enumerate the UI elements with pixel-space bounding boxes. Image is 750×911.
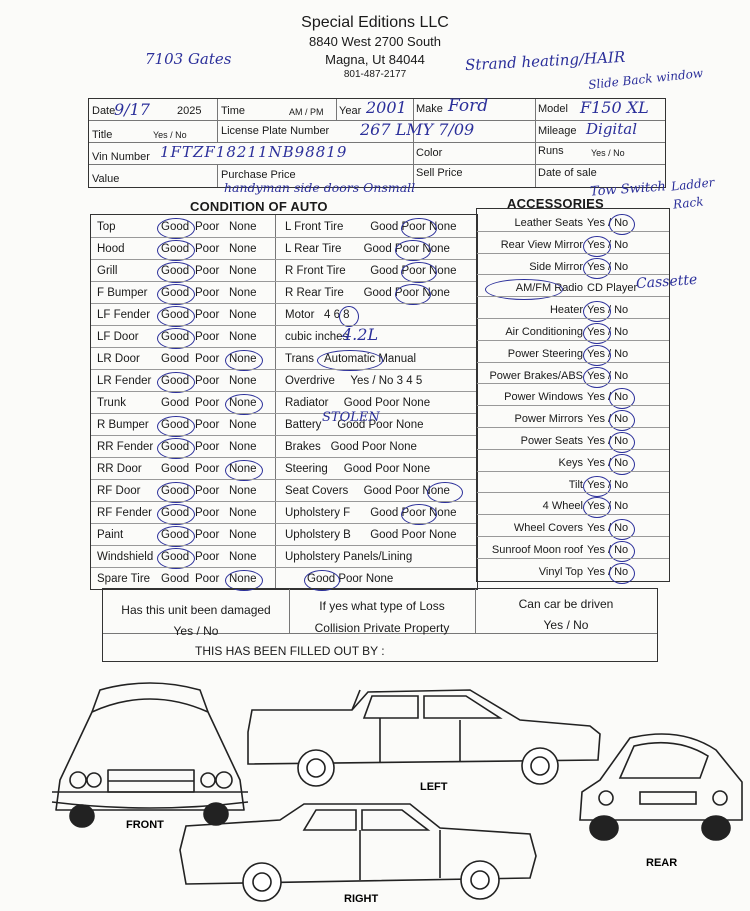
right-car-drawing <box>180 804 536 901</box>
runs-yesno: Yes / No <box>591 148 625 158</box>
value-label: Value <box>92 173 120 185</box>
make-value: Ford <box>448 96 489 116</box>
purchase-price-label: Purchase Price <box>221 169 296 181</box>
condition-option-good[interactable]: Good <box>161 397 190 409</box>
battery-note: STOLEN <box>322 410 380 425</box>
condition-option-poor[interactable]: Poor <box>195 397 220 409</box>
accessory-mark <box>609 214 635 235</box>
condition-label-2: R Front Tire <box>285 265 346 277</box>
accessory-mark <box>583 258 611 279</box>
condition-label-2: Radiator <box>285 397 329 409</box>
model-label: Model <box>538 103 568 115</box>
condition-option-poor[interactable]: Poor <box>195 375 220 387</box>
company-address-2: Magna, Ut 84044 <box>325 52 425 67</box>
cubic-inches-note: 4.2L <box>342 325 379 344</box>
condition-label: LF Fender <box>97 309 151 321</box>
condition-options-2[interactable]: 4 6 8 <box>324 309 350 321</box>
condition-mark-2 <box>395 284 431 305</box>
vin-value: 1FTZF18211NB98819 <box>160 143 348 161</box>
condition-option-poor[interactable]: Poor <box>195 529 220 541</box>
vin-label: Vin Number <box>92 151 150 163</box>
left-car-drawing <box>248 690 600 786</box>
condition-options-2[interactable]: Automatic Manual <box>324 353 417 365</box>
accessory-options[interactable]: Yes / No <box>587 565 629 578</box>
condition-label: Grill <box>97 265 118 277</box>
accessory-options[interactable]: Yes / No <box>587 369 629 382</box>
accessory-mark <box>583 367 611 388</box>
plate-label: License Plate Number <box>221 125 330 137</box>
condition-label-2: L Rear Tire <box>285 243 342 255</box>
condition-option-good[interactable]: Good <box>161 287 190 299</box>
company-name: Special Editions LLC <box>301 14 449 31</box>
accessory-label: Heater <box>549 304 583 317</box>
accessory-mark <box>609 410 635 431</box>
condition-option-good[interactable]: Good <box>161 507 190 519</box>
accessory-options[interactable]: Yes / No <box>587 413 629 426</box>
condition-label-2: Upholstery F <box>285 507 351 519</box>
condition-label: LR Fender <box>97 375 152 387</box>
condition-mark-2 <box>427 482 463 503</box>
note-gates: 7103 Gates <box>145 50 232 68</box>
condition-label-2: Overdrive <box>285 375 335 387</box>
accessory-label: Keys <box>558 456 583 469</box>
condition-option-none[interactable]: None <box>229 419 257 431</box>
ladder-rack-note: Ladder Rack <box>670 175 716 212</box>
accessory-mark <box>609 563 635 584</box>
condition-mark <box>157 416 195 437</box>
rear-car-drawing <box>580 734 742 840</box>
company-phone: 801-487-2177 <box>343 69 407 80</box>
condition-option-none[interactable]: None <box>229 397 257 409</box>
condition-label-2: L Front Tire <box>285 221 344 233</box>
accessory-options[interactable]: Yes / No <box>587 522 629 535</box>
condition-options-2[interactable]: Good Poor None <box>363 485 450 497</box>
condition-mark-2 <box>339 306 359 327</box>
condition-label: Paint <box>97 529 124 541</box>
condition-options-2[interactable]: Good Poor None <box>363 243 450 255</box>
condition-option-none[interactable]: None <box>229 243 257 255</box>
accessories-title: ACCESSORIES <box>507 196 604 211</box>
can-drive-question: Can car be driven <box>518 597 614 611</box>
year-label: Year <box>339 105 362 117</box>
accessory-label: Power Windows <box>504 391 583 404</box>
condition-option-none[interactable]: None <box>229 265 257 277</box>
accessory-mark <box>583 476 611 497</box>
condition-option-good[interactable]: Good <box>161 331 190 343</box>
condition-options-2[interactable]: Good Poor None <box>337 419 424 431</box>
condition-mark <box>157 328 195 349</box>
condition-mark <box>157 284 195 305</box>
condition-option-good[interactable]: Good <box>161 529 190 541</box>
accessory-options[interactable]: CD Player <box>587 282 638 295</box>
rear-label: REAR <box>646 857 678 869</box>
condition-mark <box>157 262 195 283</box>
title-yesno: Yes / No <box>153 130 187 140</box>
time-label: Time <box>221 105 246 117</box>
condition-label: Windshield <box>97 551 154 563</box>
filled-out-by: THIS HAS BEEN FILLED OUT BY : <box>195 644 385 658</box>
condition-option-poor[interactable]: Poor <box>195 419 220 431</box>
condition-option-poor[interactable]: Poor <box>195 463 220 475</box>
condition-label: Trunk <box>97 397 126 409</box>
left-label: LEFT <box>420 781 448 793</box>
condition-options-2[interactable]: Good Poor None <box>343 463 431 475</box>
loss-type-options: Collision Private Property <box>314 621 450 635</box>
condition-label-2: Upholstery Panels/Lining <box>285 551 413 563</box>
accessories-grid <box>476 208 670 582</box>
condition-label: LF Door <box>97 331 139 343</box>
accessory-label: Power Brakes/ABS <box>489 369 583 382</box>
condition-mark <box>225 394 263 415</box>
right-label: RIGHT <box>344 893 379 905</box>
accessory-label: Sunroof Moon roof <box>491 544 583 556</box>
tow-switch-note: Tow Switch <box>589 179 667 200</box>
condition-option-poor[interactable]: Poor <box>195 551 220 563</box>
ampm-label: AM / PM <box>289 107 324 117</box>
condition-option-none[interactable]: None <box>229 507 257 519</box>
condition-option-poor[interactable]: Poor <box>195 243 220 255</box>
condition-options-2[interactable]: Good Poor None <box>307 573 394 585</box>
condition-option-poor[interactable]: Poor <box>195 573 220 585</box>
condition-mark-2 <box>317 350 383 371</box>
title-label: Title <box>92 129 113 141</box>
accessory-label: Side Mirror <box>529 260 583 273</box>
accessory-label: Power Steering <box>507 347 583 360</box>
condition-option-poor[interactable]: Poor <box>195 221 220 233</box>
condition-mark-2 <box>401 504 437 525</box>
front-car-drawing <box>52 683 248 827</box>
condition-option-poor[interactable]: Poor <box>195 353 220 365</box>
plate-value: 267 LMY 7/09 <box>360 120 475 139</box>
condition-label: Hood <box>97 243 125 255</box>
accessory-label: Air Conditioning <box>505 326 583 338</box>
accessory-mark <box>583 345 611 366</box>
condition-option-none[interactable]: None <box>229 221 257 233</box>
condition-option-good[interactable]: Good <box>161 309 190 321</box>
loss-type-question: If yes what type of Loss <box>319 599 445 613</box>
condition-option-good[interactable]: Good <box>161 419 190 431</box>
company-address-1: 8840 West 2700 South <box>308 34 442 49</box>
handyman-note: handyman side doors Onsmall <box>224 180 416 195</box>
condition-option-poor[interactable]: Poor <box>195 441 220 453</box>
accessory-mark <box>583 236 611 257</box>
condition-label: LR Door <box>97 353 140 365</box>
condition-options-2[interactable]: Good Poor None <box>343 397 431 409</box>
note-slide-window: Slide Back window <box>587 66 704 92</box>
accessory-mark <box>609 454 635 475</box>
accessory-label: AM/FM Radio <box>515 282 583 295</box>
accessory-mark <box>583 323 611 344</box>
condition-option-none[interactable]: None <box>229 287 257 299</box>
condition-label: RF Door <box>97 485 141 497</box>
condition-label: R Bumper <box>97 419 149 431</box>
condition-option-none[interactable]: None <box>229 331 257 343</box>
cassette-note: Cassette <box>635 271 698 293</box>
condition-label-2: R Rear Tire <box>285 287 344 299</box>
damaged-options: Yes / No <box>173 624 219 638</box>
condition-option-none[interactable]: None <box>229 485 257 497</box>
accessory-mark <box>583 301 611 322</box>
accessory-options[interactable]: Yes / No <box>587 544 629 556</box>
condition-label-2: Motor <box>285 309 315 321</box>
accessory-mark <box>609 541 635 562</box>
accessory-mark <box>609 432 635 453</box>
condition-option-good[interactable]: Good <box>161 375 190 387</box>
mileage-value: Digital <box>586 120 637 138</box>
accessory-label: Leather Seats <box>514 217 583 229</box>
condition-mark <box>157 526 195 547</box>
accessory-options[interactable]: Yes / No <box>587 260 629 273</box>
condition-option-none[interactable]: None <box>229 463 257 475</box>
accessory-label: Power Seats <box>520 435 583 447</box>
condition-options-2[interactable]: Yes / No 3 4 5 <box>350 375 423 387</box>
vehicle-damage-diagram <box>0 670 750 910</box>
condition-mark <box>157 548 195 569</box>
condition-option-good[interactable]: Good <box>161 353 190 365</box>
condition-grid <box>90 214 478 590</box>
condition-option-none[interactable]: None <box>229 375 257 387</box>
condition-options-2[interactable]: Good Poor None <box>370 221 457 233</box>
condition-option-good[interactable]: Good <box>161 221 190 233</box>
condition-mark <box>157 306 195 327</box>
condition-option-none[interactable]: None <box>229 529 257 541</box>
make-label: Make <box>416 103 443 115</box>
condition-options-2[interactable]: Good Poor None <box>370 507 457 519</box>
mileage-label: Mileage <box>538 125 577 137</box>
condition-mark <box>157 372 195 393</box>
condition-options-2[interactable]: Good Poor None <box>370 265 457 277</box>
accessory-mark <box>485 279 563 300</box>
condition-title: CONDITION OF AUTO <box>190 199 328 214</box>
accessory-options[interactable]: Yes / No <box>587 217 629 229</box>
condition-mark <box>157 504 195 525</box>
runs-label: Runs <box>538 145 564 157</box>
condition-label: RF Fender <box>97 507 152 519</box>
accessory-label: 4 Wheel <box>542 500 583 513</box>
condition-mark <box>157 438 195 459</box>
condition-options-2[interactable]: Good Poor None <box>330 441 417 453</box>
condition-label: F Bumper <box>97 287 148 299</box>
condition-mark-2 <box>401 262 437 283</box>
condition-option-poor[interactable]: Poor <box>195 265 220 277</box>
condition-mark <box>157 240 195 261</box>
condition-option-none[interactable]: None <box>229 573 257 585</box>
condition-mark <box>225 350 263 371</box>
condition-option-none[interactable]: None <box>229 441 257 453</box>
condition-option-good[interactable]: Good <box>161 463 190 475</box>
condition-mark-2 <box>401 218 437 239</box>
accessory-options[interactable]: Yes / No <box>587 500 629 513</box>
damage-box <box>102 588 658 662</box>
condition-option-good[interactable]: Good <box>161 485 190 497</box>
accessory-label: Rear View Mirror <box>500 238 583 251</box>
front-label: FRONT <box>126 819 164 831</box>
accessory-mark <box>609 388 635 409</box>
accessory-options[interactable]: Yes / No <box>587 391 629 404</box>
condition-label-2: Seat Covers <box>285 485 349 497</box>
condition-mark <box>157 482 195 503</box>
accessory-options[interactable]: Yes / No <box>587 304 629 317</box>
date-value: 9/17 <box>114 100 150 119</box>
condition-option-poor[interactable]: Poor <box>195 485 220 497</box>
condition-option-poor[interactable]: Poor <box>195 331 220 343</box>
accessory-options[interactable]: Yes / No <box>587 326 629 338</box>
damaged-question: Has this unit been damaged <box>121 603 271 617</box>
sell-price-label: Sell Price <box>416 167 463 179</box>
condition-option-poor[interactable]: Poor <box>195 309 220 321</box>
accessory-options[interactable]: Yes / No <box>587 435 629 447</box>
condition-label-2: cubic inches <box>285 331 349 343</box>
condition-mark <box>225 460 263 481</box>
condition-option-none[interactable]: None <box>229 353 257 365</box>
condition-option-good[interactable]: Good <box>161 265 190 277</box>
condition-label-2: Battery <box>285 419 322 431</box>
date-label: Date <box>92 105 116 117</box>
date-of-sale-label: Date of sale <box>538 167 597 179</box>
condition-option-good[interactable]: Good <box>161 551 190 563</box>
model-value: F150 XL <box>580 98 649 117</box>
condition-options-2[interactable]: Good Poor None <box>370 529 457 541</box>
condition-option-none[interactable]: None <box>229 551 257 563</box>
accessory-options[interactable]: Yes / No <box>587 347 629 360</box>
accessory-options[interactable]: Yes / No <box>587 456 629 469</box>
condition-label: Spare Tire <box>97 573 151 585</box>
color-label: Color <box>416 147 443 159</box>
condition-mark <box>157 218 195 239</box>
condition-option-good[interactable]: Good <box>161 441 190 453</box>
accessory-options[interactable]: Yes / No <box>587 478 629 491</box>
condition-label-2: Steering <box>285 463 328 475</box>
condition-option-none[interactable]: None <box>229 309 257 321</box>
condition-option-poor[interactable]: Poor <box>195 287 220 299</box>
condition-option-poor[interactable]: Poor <box>195 507 220 519</box>
date-year: 2025 <box>177 105 202 117</box>
condition-label: RR Fender <box>97 441 154 453</box>
condition-options-2[interactable]: Good Poor None <box>363 287 450 299</box>
accessory-label: Power Mirrors <box>514 413 583 426</box>
condition-option-good[interactable]: Good <box>161 573 190 585</box>
accessory-mark <box>609 519 635 540</box>
accessory-label: Vinyl Top <box>538 565 583 578</box>
accessory-label: Wheel Covers <box>513 522 583 535</box>
condition-mark-2 <box>395 240 431 261</box>
accessory-mark <box>583 497 611 518</box>
note-heating: Strand heating/HAIR <box>464 47 626 75</box>
condition-label-2: Upholstery B <box>285 529 351 541</box>
condition-label: Top <box>97 221 116 233</box>
can-drive-options: Yes / No <box>543 618 589 632</box>
condition-label-2: Trans <box>285 353 314 365</box>
condition-option-good[interactable]: Good <box>161 243 190 255</box>
year-value: 2001 <box>366 98 407 117</box>
condition-label: RR Door <box>97 463 142 475</box>
accessory-options[interactable]: Yes / No <box>587 238 629 251</box>
accessory-label: Tilt <box>568 478 583 491</box>
condition-label-2: Brakes <box>285 441 321 453</box>
